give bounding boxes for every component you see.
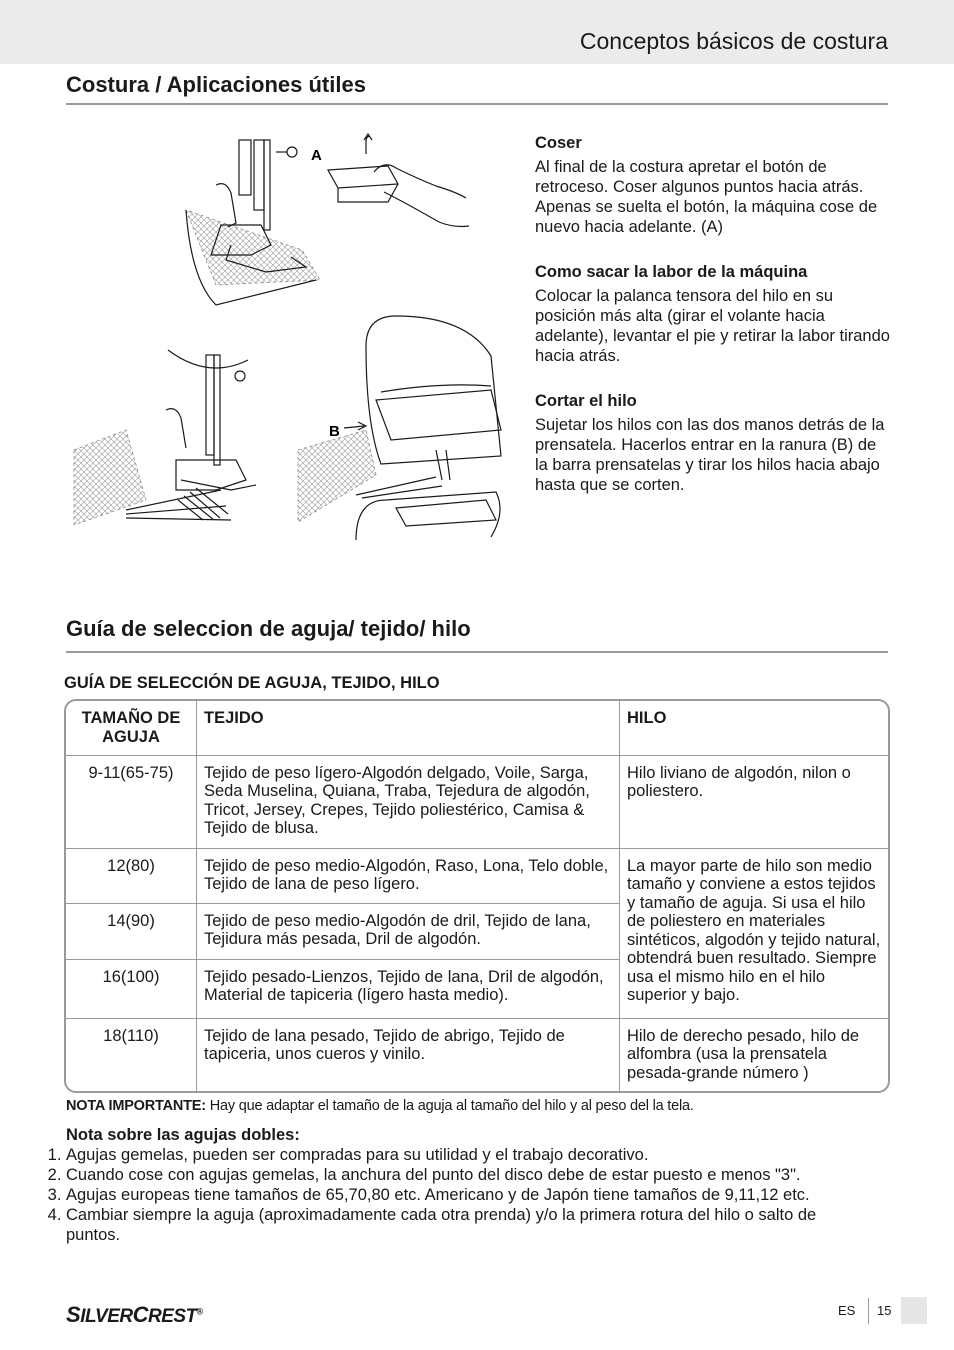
instruction-body: Al final de la costura apretar el botón de retroceso. Coser algunos puntos hacia atrás. Apenas se suelta el botón, la máquina cose de nuevo hacia adelante. (A)	[535, 158, 878, 236]
cell-fabric: Tejido de peso medio-Algodón, Raso, Lona, Telo doble, Tejido de lana de peso lígero.	[197, 848, 620, 903]
header-thread: HILO	[620, 701, 889, 755]
table-row	[66, 755, 888, 848]
figure-label-a: A	[311, 147, 322, 164]
section-title-guia: Guía de seleccion de aguja/ tejido/ hilo	[66, 616, 471, 641]
cell-thread: La mayor parte de hilo son medio tamaño y conviene a estos tejidos y tamaño de aguja. Si usa el hilo de poliestero en materiales sintéticos, algodón y tejido natural, obtendrá buen resultado. Siempre usa el mismo hilo en el hilo superior y bajo.	[620, 848, 889, 1018]
dual-needles-list	[44, 1145, 874, 1245]
header-size: TAMAÑO DE AGUJA	[66, 701, 197, 755]
instruction-cortar-hilo	[535, 391, 890, 495]
instruction-heading: Cortar el hilo	[535, 392, 637, 410]
page-number: 15	[877, 1303, 892, 1318]
reverse-button-figure	[328, 134, 469, 227]
header-fabric: TEJIDO	[197, 701, 620, 755]
cell-size: 16(100)	[66, 959, 197, 1018]
footer-divider	[868, 1298, 869, 1324]
page-header-title: Conceptos básicos de costura	[579, 28, 888, 54]
table-row	[66, 1018, 888, 1091]
cell-size: 12(80)	[66, 848, 197, 903]
list-item: 2. Cuando cose con agujas gemelas, la anchura del punto del disco debe de estar puesto e menos "3".	[66, 1165, 874, 1185]
important-note	[66, 1098, 694, 1114]
dual-needles-notes	[66, 1125, 896, 1245]
table-header-row	[66, 701, 888, 755]
figure-label-b: B	[329, 423, 340, 440]
cell-fabric: Tejido de peso lígero-Algodón delgado, Voile, Sarga, Seda Muselina, Quiana, Traba, Tejedura de algodón, Tricot, Jersey, Crepes, Tejido poliestérico, Camisa & Tejido de blusa.	[197, 755, 620, 848]
note-text: Hay que adaptar el tamaño de la aguja al tamaño del hilo y al peso del la tela.	[205, 1098, 694, 1114]
guide-table	[64, 699, 890, 1093]
cell-thread: Hilo de derecho pesado, hilo de alfombra (usa la prensatela pesada-grande número )	[620, 1018, 889, 1091]
cell-fabric: Tejido de peso medio-Algodón de dril, Tejido de lana, Tejidura más pesada, Dril de algodón.	[197, 903, 620, 959]
list-item: 3. Agujas europeas tiene tamaños de 65,70,80 etc. Americano y de Japón tiene tamaños de 9,11,12 etc.	[66, 1185, 874, 1205]
instruction-heading: Coser	[535, 134, 582, 152]
presser-foot-figure-a	[186, 140, 320, 305]
cell-size: 14(90)	[66, 903, 197, 959]
sewing-illustrations	[66, 130, 506, 545]
instruction-coser	[535, 133, 890, 237]
dual-needles-title: Nota sobre las agujas dobles:	[66, 1126, 300, 1144]
cell-fabric: Tejido pesado-Lienzos, Tejido de lana, Dril de algodón, Material de tapiceria (lígero hasta medio).	[197, 959, 620, 1018]
language-code: ES	[838, 1303, 856, 1318]
footer-tab	[901, 1297, 927, 1324]
cell-fabric: Tejido de lana pesado, Tejido de abrigo, Tejido de tapiceria, unos cueros y vinilo.	[197, 1018, 620, 1091]
instruction-body: Colocar la palanca tensora del hilo en su posición más alta (girar el volante hacia adelante), levantar el pie y retirar la labor tirando hacia atrás.	[535, 287, 890, 365]
list-item: 4. Cambiar siempre la aguja (aproximadamente cada otra prenda) y/o la primera rotura del hilo o salto de puntos.	[66, 1205, 874, 1245]
section-title-costura: Costura / Aplicaciones útiles	[66, 72, 366, 97]
table-row	[66, 848, 888, 903]
silvercrest-logo: SILVERCREST®	[66, 1302, 203, 1327]
section-rule	[66, 651, 888, 653]
thread-pull-figure	[74, 350, 256, 525]
section-rule	[66, 103, 888, 105]
list-item: 1. Agujas gemelas, pueden ser compradas para su utilidad y el trabajo decorativo.	[66, 1145, 874, 1165]
instruction-sacar-labor	[535, 262, 890, 366]
note-label: NOTA IMPORTANTE:	[66, 1098, 206, 1114]
guide-subtitle: GUÍA DE SELECCIÓN DE AGUJA, TEJIDO, HILO	[64, 674, 440, 692]
cell-size: 9-11(65-75)	[66, 755, 197, 848]
instruction-body: Sujetar los hilos con las dos manos detrás de la prensatela. Hacerlos entrar en la ranura (B) de la barra prensatelas y tirar los hilos hacia abajo hasta que se corten.	[535, 416, 885, 494]
cell-thread: Hilo liviano de algodón, nilon o poliestero.	[620, 755, 889, 848]
instruction-heading: Como sacar la labor de la máquina	[535, 263, 808, 281]
instruction-column	[535, 133, 890, 520]
cell-size: 18(110)	[66, 1018, 197, 1091]
